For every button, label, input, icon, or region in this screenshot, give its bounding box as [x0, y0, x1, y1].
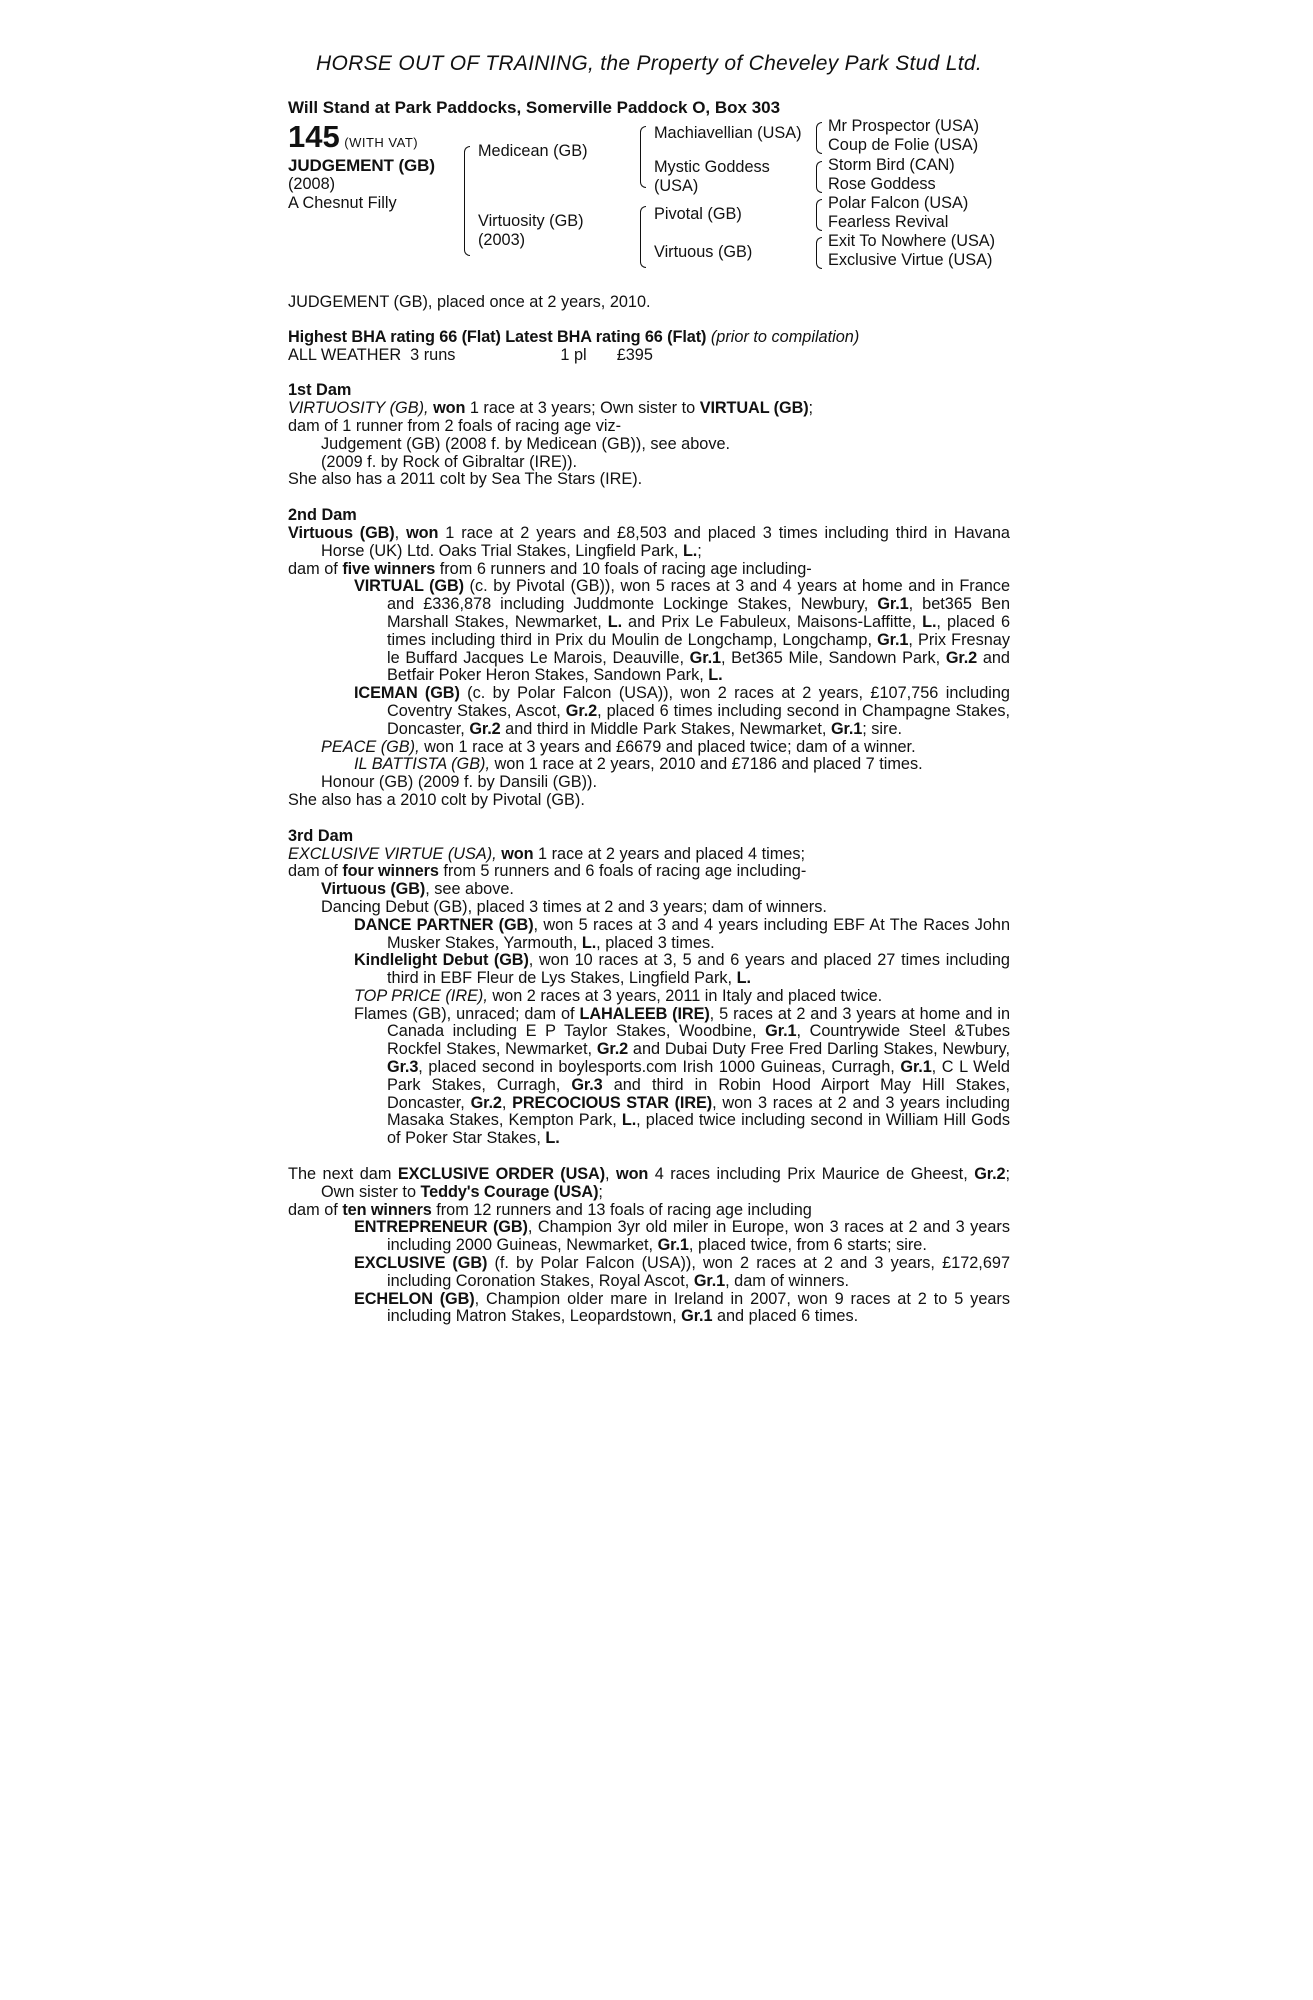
second-dam-heading: 2nd Dam	[288, 506, 357, 525]
great-grandsire-3: Polar Falcon (USA)	[828, 194, 969, 212]
text: (c. by Polar Falcon (USA)), won 2 races at 2 years, £107,756 including Coventry Stakes, Ascot,	[387, 684, 1010, 720]
text: , placed twice including second in William Hill Gods of Poker Star Stakes,	[387, 1111, 1010, 1148]
text: and placed 6 times.	[712, 1307, 859, 1326]
brace-ggs-2	[816, 161, 822, 193]
text: 1 race at 2 years and placed 4 times;	[533, 844, 806, 863]
third-dam-heading: 3rd Dam	[288, 826, 354, 845]
text: and Prix Le Fabuleux, Maisons-Laffitte,	[622, 612, 923, 631]
text: ;	[598, 1182, 603, 1201]
text: The next dam	[288, 1165, 398, 1184]
grade-badge: Gr.1	[877, 630, 909, 649]
vat-note: (WITH VAT)	[344, 135, 419, 150]
brace-ggs-4	[816, 237, 822, 269]
listed-badge: L.	[621, 1111, 637, 1130]
great-granddam-4: Exclusive Virtue (USA)	[828, 251, 993, 269]
text: , 5 races at 2 and 3 years at home and in Canada including E P Taylor Stakes, Woodbine,	[387, 1004, 1011, 1041]
horse-name: EXCLUSIVE (GB)	[354, 1254, 488, 1273]
winners-count: four winners	[342, 862, 439, 881]
grade-badge: Gr.2	[945, 648, 978, 667]
record-surface: ALL WEATHER	[288, 345, 402, 364]
horse-year: (2008)	[288, 175, 336, 193]
great-granddam-2: Rose Goddess	[828, 175, 936, 193]
rating-label: Highest BHA rating 66 (Flat) Latest BHA rating 66 (Flat)	[288, 327, 707, 346]
great-grandsire-4: Exit To Nowhere (USA)	[828, 232, 996, 250]
produce-iceman	[288, 685, 1010, 738]
produce-judgement: Judgement (GB) (2008 f. by Medicean (GB)), see above.	[321, 434, 731, 453]
race-summary: JUDGEMENT (GB), placed once at 2 years, 2010.	[288, 293, 651, 311]
grade-badge: Gr.1	[765, 1022, 797, 1041]
next-dam-record	[288, 1166, 1010, 1202]
produce-exclusive	[288, 1255, 1010, 1291]
won-word: won	[406, 523, 439, 542]
text: ,	[501, 1093, 513, 1112]
text: ;	[697, 541, 702, 560]
grade-badge: Gr.1	[693, 1271, 726, 1290]
text: , won 10 races at 3, 5 and 6 years and placed 27 times including third in EBF Fleur de Lys Stakes, Lingfield Park,	[387, 951, 1010, 988]
great-grandsire-1: Mr Prospector (USA)	[828, 117, 980, 135]
text: , bet365 Ben Marshall Stakes, Newmarket,	[387, 595, 1010, 631]
produce-dancing-debut: Dancing Debut (GB), placed 3 times at 2 and 3 years; dam of winners.	[321, 897, 827, 916]
text: from 12 runners and 13 foals of racing age including	[431, 1200, 812, 1219]
text: ; sire.	[862, 719, 903, 738]
listed-badge: L.	[736, 969, 751, 988]
listed-badge: L.	[607, 612, 623, 631]
sire-dam-brace	[464, 146, 470, 256]
second-dam-record	[288, 525, 1010, 561]
granddam-1: Mystic Goddess	[654, 158, 770, 176]
grandsire-1: Machiavellian (USA)	[654, 124, 802, 142]
text: won 1 race at 3 years and £6679 and placed twice; dam of a winner.	[419, 737, 916, 756]
text: , C L Weld Park Stakes, Curragh,	[387, 1058, 1010, 1094]
record-line	[288, 347, 1010, 365]
text: , placed 6 times including second in Champagne Stakes, Doncaster,	[387, 701, 1010, 738]
listed-badge: L.	[922, 612, 937, 631]
sire: Medicean (GB)	[478, 142, 588, 160]
grade-badge: Gr.1	[681, 1307, 713, 1326]
first-dam-heading: 1st Dam	[288, 381, 352, 400]
horse-name: IL BATTISTA (GB),	[354, 755, 490, 774]
record-places: 1 pl	[560, 345, 587, 364]
granddam-2: Virtuous (GB)	[654, 243, 753, 261]
third-dam-name: EXCLUSIVE VIRTUE (USA),	[288, 844, 497, 863]
text: and Dubai Duty Free Fred Darling Stakes, Newbury,	[628, 1040, 1010, 1059]
produce-top-price	[288, 988, 1010, 1006]
produce-virtual	[288, 578, 1010, 685]
horse-name: DANCE PARTNER (GB)	[354, 915, 534, 934]
great-granddam-3: Fearless Revival	[828, 213, 949, 231]
lot-number-line	[288, 119, 419, 154]
brace-ggs-3	[816, 199, 822, 231]
sister-name: Teddy's Courage (USA)	[420, 1182, 599, 1201]
produce-dance-partner	[288, 917, 1010, 953]
produce-virtuous	[288, 881, 1010, 899]
grade-badge: Gr.1	[830, 719, 863, 738]
text: , placed twice, from 6 starts; sire.	[688, 1236, 927, 1255]
horse-name: ICEMAN (GB)	[354, 684, 460, 703]
text: 1 race at 3 years; Own sister to	[465, 399, 700, 418]
first-dam-also: She also has a 2011 colt by Sea The Stars (IRE).	[288, 470, 643, 489]
second-dam-name: Virtuous (GB)	[288, 523, 395, 542]
second-dam-produce-intro	[288, 561, 1010, 579]
text: 4 races including Prix Maurice de Gheest,	[648, 1165, 975, 1184]
text: (f. by Polar Falcon (USA)), won 2 races at 2 and 3 years, £172,697 including Coronation Stakes, Royal Ascot,	[387, 1254, 1010, 1290]
text: , won 5 races at 3 and 4 years including EBF At The Races John Musker Stakes, Yarmouth,	[387, 915, 1010, 952]
text: won 1 race at 2 years, 2010 and £7186 and placed 7 times.	[490, 755, 923, 774]
grade-badge: Gr.2	[470, 1093, 502, 1112]
text: and Betfair Poker Heron Stakes, Sandown Park,	[387, 648, 1010, 685]
produce-peace	[288, 739, 1010, 757]
stand-location: Will Stand at Park Paddocks, Somerville Paddock O, Box 303	[288, 98, 781, 117]
great-granddam-1: Coup de Folie (USA)	[828, 136, 979, 154]
horse-name: Virtuous (GB)	[321, 880, 426, 899]
text: , Champion older mare in Ireland in 2007, won 9 races at 2 to 5 years including Matron Stakes, Leopardstown,	[387, 1289, 1010, 1326]
granddam-1-country: (USA)	[654, 177, 699, 195]
second-dam-section	[288, 507, 1010, 810]
horse-name: LAHALEEB (IRE)	[579, 1004, 710, 1023]
winners-count: five winners	[342, 559, 436, 578]
text: (c. by Pivotal (GB)), won 5 races at 3 and 4 years at home and in France and £336,878 including Juddmonte Lockinge Stakes, Newbury,	[387, 577, 1011, 614]
winners-count: ten winners	[342, 1200, 432, 1219]
text: ;	[808, 399, 814, 418]
text: won 2 races at 3 years, 2011 in Italy and placed twice.	[487, 986, 883, 1005]
next-dam-produce-intro	[288, 1202, 1010, 1220]
text: , Champion 3yr old miler in Europe, won 3 races at 2 and 3 years including 2000 Guineas, Newmarket,	[387, 1218, 1010, 1255]
text: 1 race at 2 years and £8,503 and placed 3 times including third in Havana Horse (UK) Ltd. Oaks Trial Stakes, Lingfield Park,	[321, 523, 1010, 560]
horse-name: ECHELON (GB)	[354, 1289, 475, 1308]
horse-description: A Chesnut Filly	[288, 194, 397, 212]
listed-badge: L.	[545, 1129, 560, 1148]
text: and third in Robin Hood Airport May Hill Stakes, Doncaster,	[387, 1075, 1010, 1112]
page-title: HORSE OUT OF TRAINING, the Property of Cheveley Park Stud Ltd.	[316, 52, 982, 75]
rating-note: (prior to compilation)	[710, 327, 860, 346]
won-word: won	[433, 399, 466, 418]
grade-badge: Gr.1	[900, 1058, 932, 1077]
listed-badge: L.	[682, 541, 698, 560]
produce-entrepreneur	[288, 1219, 1010, 1255]
won-word: won	[501, 844, 534, 863]
record-prize: £395	[616, 345, 653, 364]
grade-badge: Gr.3	[571, 1075, 603, 1094]
horse-name: PEACE (GB),	[321, 737, 420, 756]
horse-name: Kindlelight Debut (GB)	[354, 951, 529, 970]
text: dam of	[288, 1200, 343, 1219]
grandsire-2: Pivotal (GB)	[654, 205, 742, 223]
first-dam-name: VIRTUOSITY (GB),	[288, 399, 429, 418]
pedigree-table	[288, 117, 1010, 288]
text: ,	[605, 1165, 617, 1184]
sister-name: VIRTUAL (GB)	[699, 399, 809, 418]
text: from 5 runners and 6 foals of racing age including-	[438, 862, 807, 881]
next-dam-section	[288, 1166, 1010, 1326]
dam-line-brace	[640, 206, 646, 268]
dam-year: (2003)	[478, 231, 526, 249]
next-dam-name: EXCLUSIVE ORDER (USA)	[397, 1165, 606, 1184]
rating-line	[288, 329, 1010, 347]
grade-badge: Gr.2	[596, 1040, 629, 1059]
listed-badge: L.	[581, 933, 597, 952]
text: , Bet365 Mile, Sandown Park,	[720, 648, 946, 667]
grade-badge: Gr.1	[657, 1236, 689, 1255]
text: Flames (GB), unraced; dam of	[354, 1004, 580, 1023]
great-grandsire-2: Storm Bird (CAN)	[828, 156, 955, 174]
text: , Prix Fresnay le Buffard Jacques Le Marois, Deauville,	[387, 630, 1010, 667]
text: , dam of winners.	[725, 1271, 850, 1290]
text: , placed 6 times including third in Prix du Moulin de Longchamp, Longchamp,	[387, 612, 1011, 649]
produce-kindlelight-debut	[288, 952, 1010, 988]
text: ,	[394, 523, 407, 542]
text: , see above.	[425, 880, 514, 899]
third-dam-record	[288, 846, 1010, 864]
produce-echelon	[288, 1291, 1010, 1327]
listed-badge: L.	[708, 666, 723, 685]
grade-badge: Gr.1	[877, 595, 909, 614]
text: , won 3 races at 2 and 3 years including Masaka Stakes, Kempton Park,	[387, 1093, 1010, 1130]
produce-honour: Honour (GB) (2009 f. by Dansili (GB)).	[321, 773, 597, 792]
record-runs: 3 runs	[410, 345, 456, 364]
grade-badge: Gr.2	[565, 701, 598, 720]
text: dam of	[288, 862, 343, 881]
text: from 6 runners and 10 foals of racing age including-	[435, 559, 812, 578]
text: and third in Middle Park Stakes, Newmarket,	[500, 719, 831, 738]
produce-flames	[288, 1006, 1010, 1148]
produce-2009: (2009 f. by Rock of Gibraltar (IRE)).	[321, 452, 578, 471]
first-dam-produce-intro: dam of 1 runner from 2 foals of racing age viz-	[288, 416, 622, 435]
third-dam-section	[288, 828, 1010, 1148]
catalogue-page	[288, 52, 1010, 1326]
dam: Virtuosity (GB)	[478, 212, 584, 230]
third-dam-produce-intro	[288, 863, 1010, 881]
horse-name: ENTREPRENEUR (GB)	[354, 1218, 528, 1237]
horse-name: PRECOCIOUS STAR (IRE)	[512, 1093, 713, 1112]
text: , placed second in boylesports.com Irish 1000 Guineas, Curragh,	[418, 1058, 901, 1077]
grade-badge: Gr.2	[469, 719, 501, 738]
brace-ggs-1	[816, 122, 822, 154]
text: ; Own sister to	[321, 1165, 1010, 1201]
produce-il-battista	[288, 756, 1010, 774]
horse-name: JUDGEMENT (GB)	[288, 156, 435, 175]
lot-number: 145	[288, 119, 340, 154]
horse-name: VIRTUAL (GB)	[354, 577, 464, 596]
grade-badge: Gr.1	[689, 648, 721, 667]
text: dam of	[288, 559, 343, 578]
horse-name: TOP PRICE (IRE),	[354, 986, 488, 1005]
grade-badge: Gr.2	[974, 1165, 1006, 1184]
first-dam-section	[288, 382, 1010, 489]
second-dam-also: She also has a 2010 colt by Pivotal (GB).	[288, 790, 585, 809]
text: , Countrywide Steel &Tubes Rockfel Stakes, Newmarket,	[387, 1022, 1010, 1059]
sire-line-brace	[640, 126, 646, 188]
text: , placed 3 times.	[596, 933, 715, 952]
grade-badge: Gr.3	[387, 1058, 419, 1077]
won-word: won	[616, 1165, 649, 1184]
first-dam-line	[288, 400, 1010, 418]
